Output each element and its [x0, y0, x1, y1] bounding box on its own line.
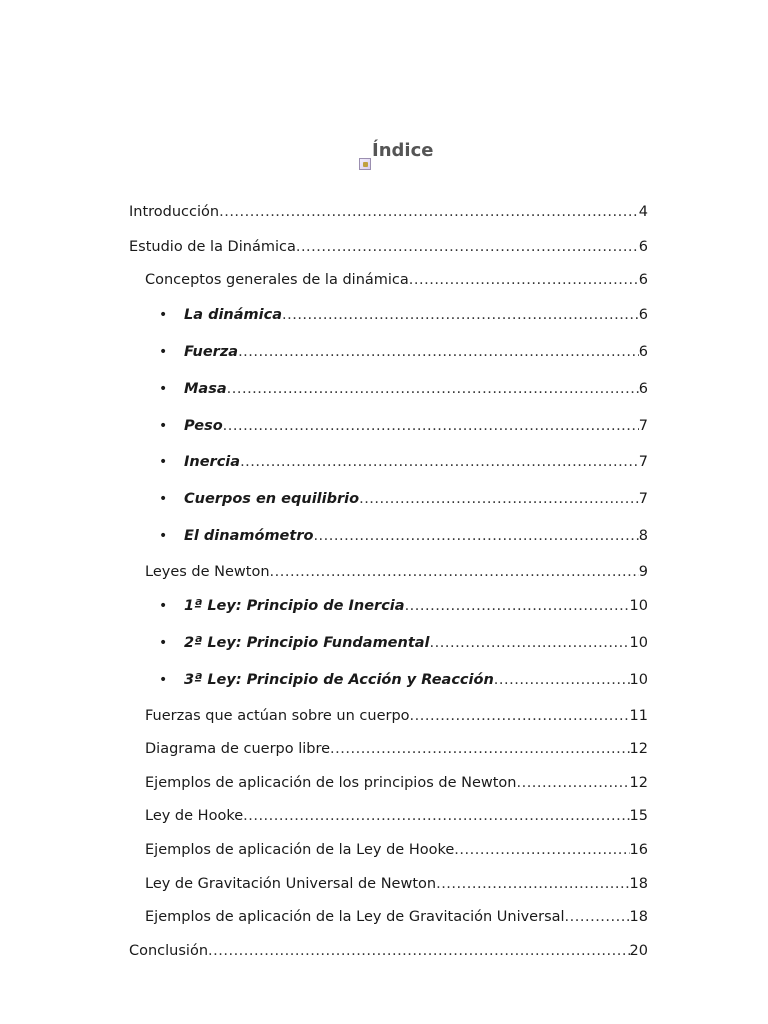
toc-dot-leader [494, 671, 630, 689]
toc-entry[interactable] [184, 417, 648, 435]
toc-entry[interactable] [145, 563, 648, 581]
toc-dot-leader [223, 417, 639, 435]
toc-dot-leader [410, 707, 630, 725]
toc-entry[interactable] [184, 490, 648, 508]
bullet-icon: • [159, 381, 168, 397]
toc-entry-page-number: 6 [638, 344, 648, 360]
toc-entry-page-number: 7 [638, 418, 648, 434]
toc-entry-page-number: 4 [638, 204, 648, 220]
toc-entry-page-number: 18 [629, 876, 648, 892]
toc-dot-leader [296, 238, 639, 256]
toc-entry[interactable] [145, 841, 648, 859]
toc-entry[interactable] [145, 908, 648, 926]
toc-dot-leader [282, 306, 639, 324]
bullet-icon: • [159, 598, 168, 614]
toc-dot-leader [565, 908, 630, 926]
toc-entry-label: 2ª Ley: Principio Fundamental [184, 635, 430, 651]
toc-entry[interactable] [145, 875, 648, 893]
toc-entry-page-number: 12 [629, 741, 648, 757]
toc-entry-page-number: 9 [638, 564, 648, 580]
toc-dot-leader [430, 634, 630, 652]
toc-entry[interactable] [129, 942, 648, 960]
toc-dot-leader [359, 490, 639, 508]
toc-entry[interactable] [184, 306, 648, 324]
bullet-icon: • [159, 307, 168, 323]
toc-entry-label: Conceptos generales de la dinámica [145, 272, 409, 288]
bullet-icon: • [159, 635, 168, 651]
toc-entry-page-number: 7 [638, 454, 648, 470]
toc-entry-page-number: 10 [629, 598, 648, 614]
toc-entry-label: Inercia [184, 454, 241, 470]
toc-dot-leader [243, 807, 629, 825]
toc-entry-label: Cuerpos en equilibrio [184, 491, 360, 507]
toc-entry-label: Ejemplos de aplicación de la Ley de Hooke [145, 842, 455, 858]
toc-dot-leader [238, 343, 639, 361]
toc-entry-page-number: 18 [629, 909, 648, 925]
toc-entry-page-number: 16 [629, 842, 648, 858]
toc-entry-page-number: 20 [629, 943, 648, 959]
bullet-icon: • [159, 418, 168, 434]
toc-dot-leader [436, 875, 629, 893]
toc-entry[interactable] [145, 707, 648, 725]
toc-dot-leader [313, 527, 638, 545]
toc-dot-leader [240, 453, 639, 471]
toc-entry-label: Conclusión [129, 943, 209, 959]
toc-entry[interactable] [129, 238, 648, 256]
toc-entry-page-number: 11 [629, 708, 648, 724]
toc-entry-label: Peso [184, 418, 223, 434]
toc-entry-page-number: 6 [638, 307, 648, 323]
page-title: Índice [372, 140, 434, 161]
toc-entry[interactable] [145, 740, 648, 758]
toc-entry-label: Ejemplos de aplicación de la Ley de Gravitación Universal [145, 909, 565, 925]
toc-entry-label: Introducción [129, 204, 220, 220]
toc-entry-page-number: 8 [638, 528, 648, 544]
bullet-icon: • [159, 454, 168, 470]
bullet-icon: • [159, 344, 168, 360]
title-block [0, 138, 768, 168]
toc-entry[interactable] [184, 634, 648, 652]
toc-entry-label: Ley de Gravitación Universal de Newton [145, 876, 437, 892]
toc-entry[interactable] [184, 597, 648, 615]
bullet-icon: • [159, 672, 168, 688]
toc-entry-page-number: 10 [629, 672, 648, 688]
toc-dot-leader [330, 740, 630, 758]
toc-dot-leader [409, 271, 639, 289]
toc-entry[interactable] [129, 203, 648, 221]
toc-entry-label: Leyes de Newton [145, 564, 270, 580]
bullet-icon: • [159, 528, 168, 544]
toc-entry[interactable] [184, 380, 648, 398]
toc-entry[interactable] [145, 774, 648, 792]
toc-entry-page-number: 6 [638, 381, 648, 397]
toc-entry[interactable] [145, 807, 648, 825]
toc-entry-page-number: 12 [629, 775, 648, 791]
toc-entry-label: El dinamómetro [184, 528, 314, 544]
toc-entry-label: 1ª Ley: Principio de Inercia [184, 598, 405, 614]
toc-dot-leader [219, 203, 639, 221]
toc-entry[interactable] [145, 271, 648, 289]
toc-dot-leader [454, 841, 629, 859]
toc-entry[interactable] [184, 671, 648, 689]
toc-dot-leader [270, 563, 639, 581]
toc-entry[interactable] [184, 527, 648, 545]
toc-entry-page-number: 15 [629, 808, 648, 824]
toc-entry[interactable] [184, 453, 648, 471]
toc-entry-label: Fuerzas que actúan sobre un cuerpo [145, 708, 410, 724]
toc-entry[interactable] [184, 343, 648, 361]
toc-dot-leader [405, 597, 630, 615]
toc-entry-label: Ejemplos de aplicación de los principios de Newton [145, 775, 517, 791]
bullet-icon: • [159, 491, 168, 507]
document-icon [359, 158, 371, 170]
toc-entry-page-number: 6 [638, 239, 648, 255]
toc-entry-page-number: 7 [638, 491, 648, 507]
toc-dot-leader [208, 942, 630, 960]
toc-dot-leader [516, 774, 629, 792]
toc-dot-leader [227, 380, 639, 398]
toc-entry-label: Diagrama de cuerpo libre [145, 741, 331, 757]
toc-entry-page-number: 6 [638, 272, 648, 288]
toc-entry-label: Fuerza [184, 344, 239, 360]
toc-entry-label: 3ª Ley: Principio de Acción y Reacción [184, 672, 494, 688]
toc-entry-label: La dinámica [184, 307, 282, 323]
toc-entry-label: Ley de Hooke [145, 808, 244, 824]
toc-entry-label: Masa [184, 381, 227, 397]
toc-entry-page-number: 10 [629, 635, 648, 651]
toc-entry-label: Estudio de la Dinámica [129, 239, 296, 255]
